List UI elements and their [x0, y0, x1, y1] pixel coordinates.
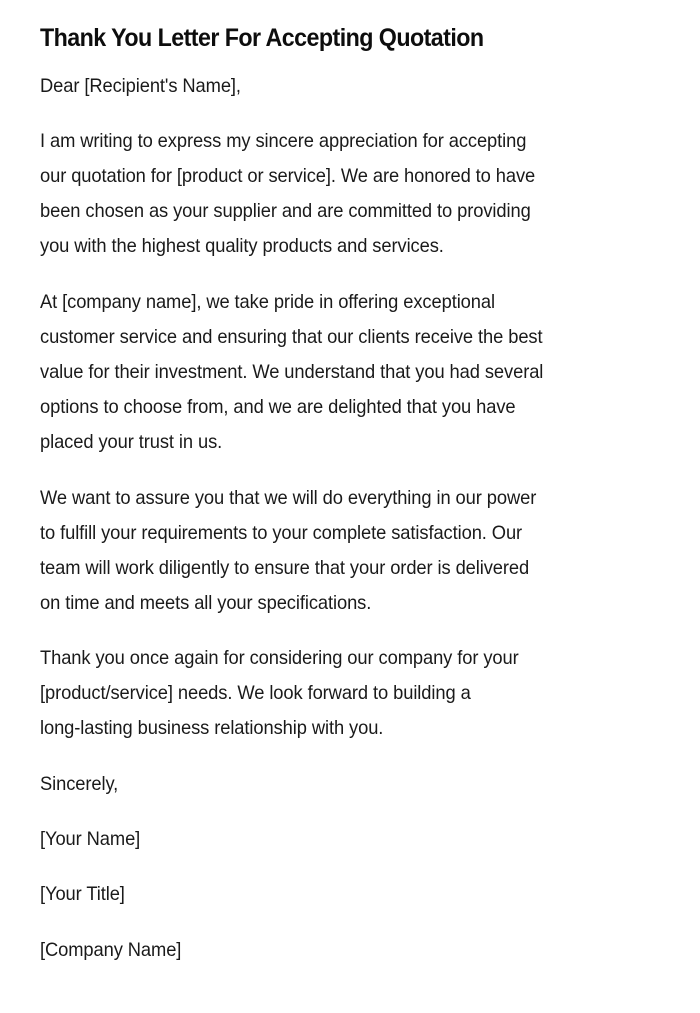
signature-name	[40, 822, 140, 857]
paragraph-1	[40, 124, 535, 264]
paragraph-line: to fulfill your requirements to your complete satisfaction. Our	[40, 522, 523, 544]
paragraph-3	[40, 481, 536, 621]
paragraph-line: At [company name], we take pride in offering exceptional	[40, 291, 495, 313]
salutation-text: Dear [Recipient's Name],	[40, 75, 241, 97]
signature-title	[40, 877, 125, 912]
paragraph-line: I am writing to express my sincere appreciation for accepting	[40, 130, 527, 152]
paragraph-line: team will work diligently to ensure that your order is delivered	[40, 557, 530, 579]
signature-company	[40, 933, 181, 968]
paragraph-line: you with the highest quality products and services.	[40, 235, 444, 257]
paragraph-line: long-lasting business relationship with you.	[40, 717, 384, 739]
paragraph-line: Thank you once again for considering our company for your	[40, 647, 519, 669]
signature-title-text: [Your Title]	[40, 883, 125, 905]
paragraph-line: our quotation for [product or service]. We are honored to have	[40, 165, 536, 187]
paragraph-line: We want to assure you that we will do everything in our power	[40, 487, 537, 509]
paragraph-line: value for their investment. We understand that you had several	[40, 361, 544, 383]
paragraph-line: customer service and ensuring that our clients receive the best	[40, 326, 543, 348]
signature-name-text: [Your Name]	[40, 828, 141, 850]
paragraph-line: placed your trust in us.	[40, 431, 223, 453]
paragraph-2	[40, 285, 543, 460]
paragraph-line: [product/service] needs. We look forward to building a	[40, 682, 471, 704]
closing-text: Sincerely,	[40, 773, 119, 795]
letter-title: Thank You Letter For Accepting Quotation	[40, 24, 484, 52]
closing	[40, 767, 118, 802]
paragraph-line: options to choose from, and we are delighted that you have	[40, 396, 516, 418]
salutation	[40, 69, 241, 104]
paragraph-line: on time and meets all your specifications.	[40, 592, 372, 614]
paragraph-line: been chosen as your supplier and are committed to providing	[40, 200, 531, 222]
signature-company-text: [Company Name]	[40, 939, 182, 961]
paragraph-4	[40, 641, 519, 746]
